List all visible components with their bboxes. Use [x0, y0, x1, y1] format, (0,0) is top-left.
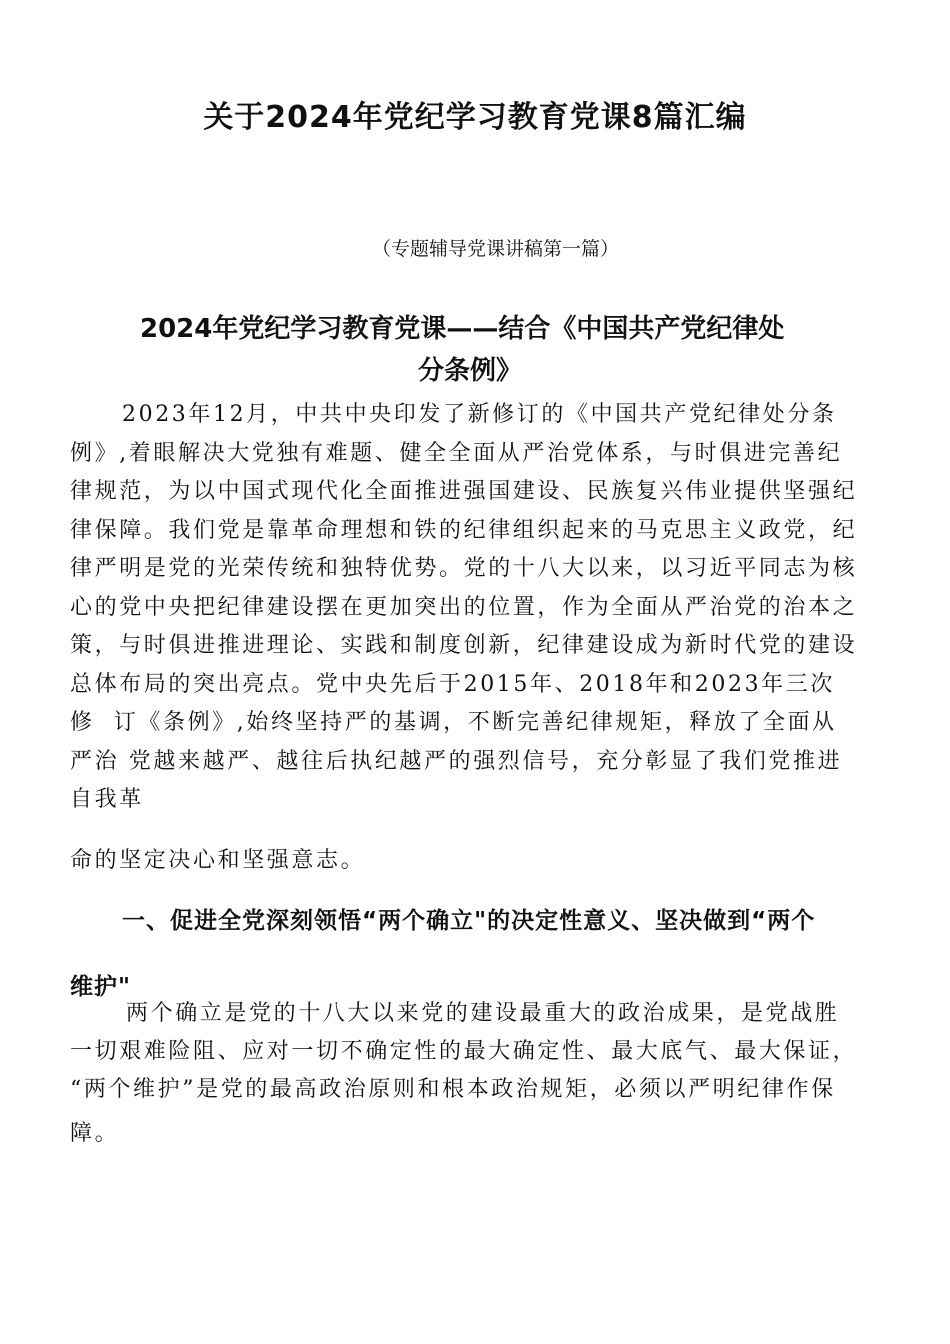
- lecture-title-line: 分条例》: [418, 356, 523, 386]
- paragraph-line: 2023年12月，中共中央印发了新修订的《中国共产党纪律处分条: [122, 402, 837, 427]
- paragraph-line: 律保障。我们党是靠革命理想和铁的纪律组织起来的马克思主义政党，纪: [70, 517, 858, 543]
- paragraph-line: “两个维护”是党的最高政治原则和根本政治规矩，必须以严明纪律作保: [70, 1077, 836, 1102]
- section-heading-line: 一、促进全党深刻领悟“两个确立"的决定性意义、坚决做到“两个: [122, 908, 816, 934]
- paragraph-line: 例》,着眼解决大党独有难题、健全全面从严治党体系，与时俱进完善纪: [70, 440, 843, 466]
- paragraph-intro: [70, 396, 858, 873]
- paragraph-line: 律规范，为以中国式现代化全面推进强国建设、民族复兴伟业提供坚强纪: [70, 479, 858, 504]
- lecture-title-line: 2024年党纪学习教育党课——结合《中国共产党纪律处: [140, 314, 785, 344]
- paragraph-line: 律严明是党的光荣传统和独特优势。党的十八大以来，以习近平同志为核: [70, 556, 858, 581]
- paragraph-line: 策，与时俱进推进理论、实践和制度创新，纪律建设成为新时代党的建设: [70, 633, 858, 658]
- paragraph-line: 两个确立是党的十八大以来党的建设最重大的政治成果，是党战胜: [126, 1001, 840, 1026]
- paragraph-line: 总体布局的突出亮点。党中央先后于2015年、2018年和2023年三次: [70, 671, 835, 697]
- paragraph-two-establishments: [70, 995, 857, 1153]
- paragraph-line: 修 订《条例》,始终坚持严的基调，不断完善纪律规矩，释放了全面从: [70, 710, 837, 735]
- paragraph-line: 自我革: [70, 787, 144, 812]
- lecture-subtitle: （专题辅导党课讲稿第一篇）: [372, 238, 620, 260]
- lecture-title: [140, 308, 875, 392]
- paragraph-line: 心的党中央把纪律建设摆在更加突出的位置，作为全面从严治党的治本之: [70, 594, 858, 620]
- paragraph-line: 一切艰难险阻、应对一切不确定性的最大确定性、最大底气、最大保证，: [70, 1039, 858, 1064]
- paragraph-line: 障。: [70, 1121, 120, 1146]
- paragraph-line: 严治 党越来越严、越往后执纪越严的强烈信号，充分彰显了我们党推进: [70, 748, 843, 774]
- section-heading-line: 维护": [70, 974, 131, 1000]
- document-title: 关于2024年党纪学习教育党课8篇汇编: [203, 100, 747, 135]
- paragraph-line: 命的坚定决心和坚强意志。: [70, 848, 366, 873]
